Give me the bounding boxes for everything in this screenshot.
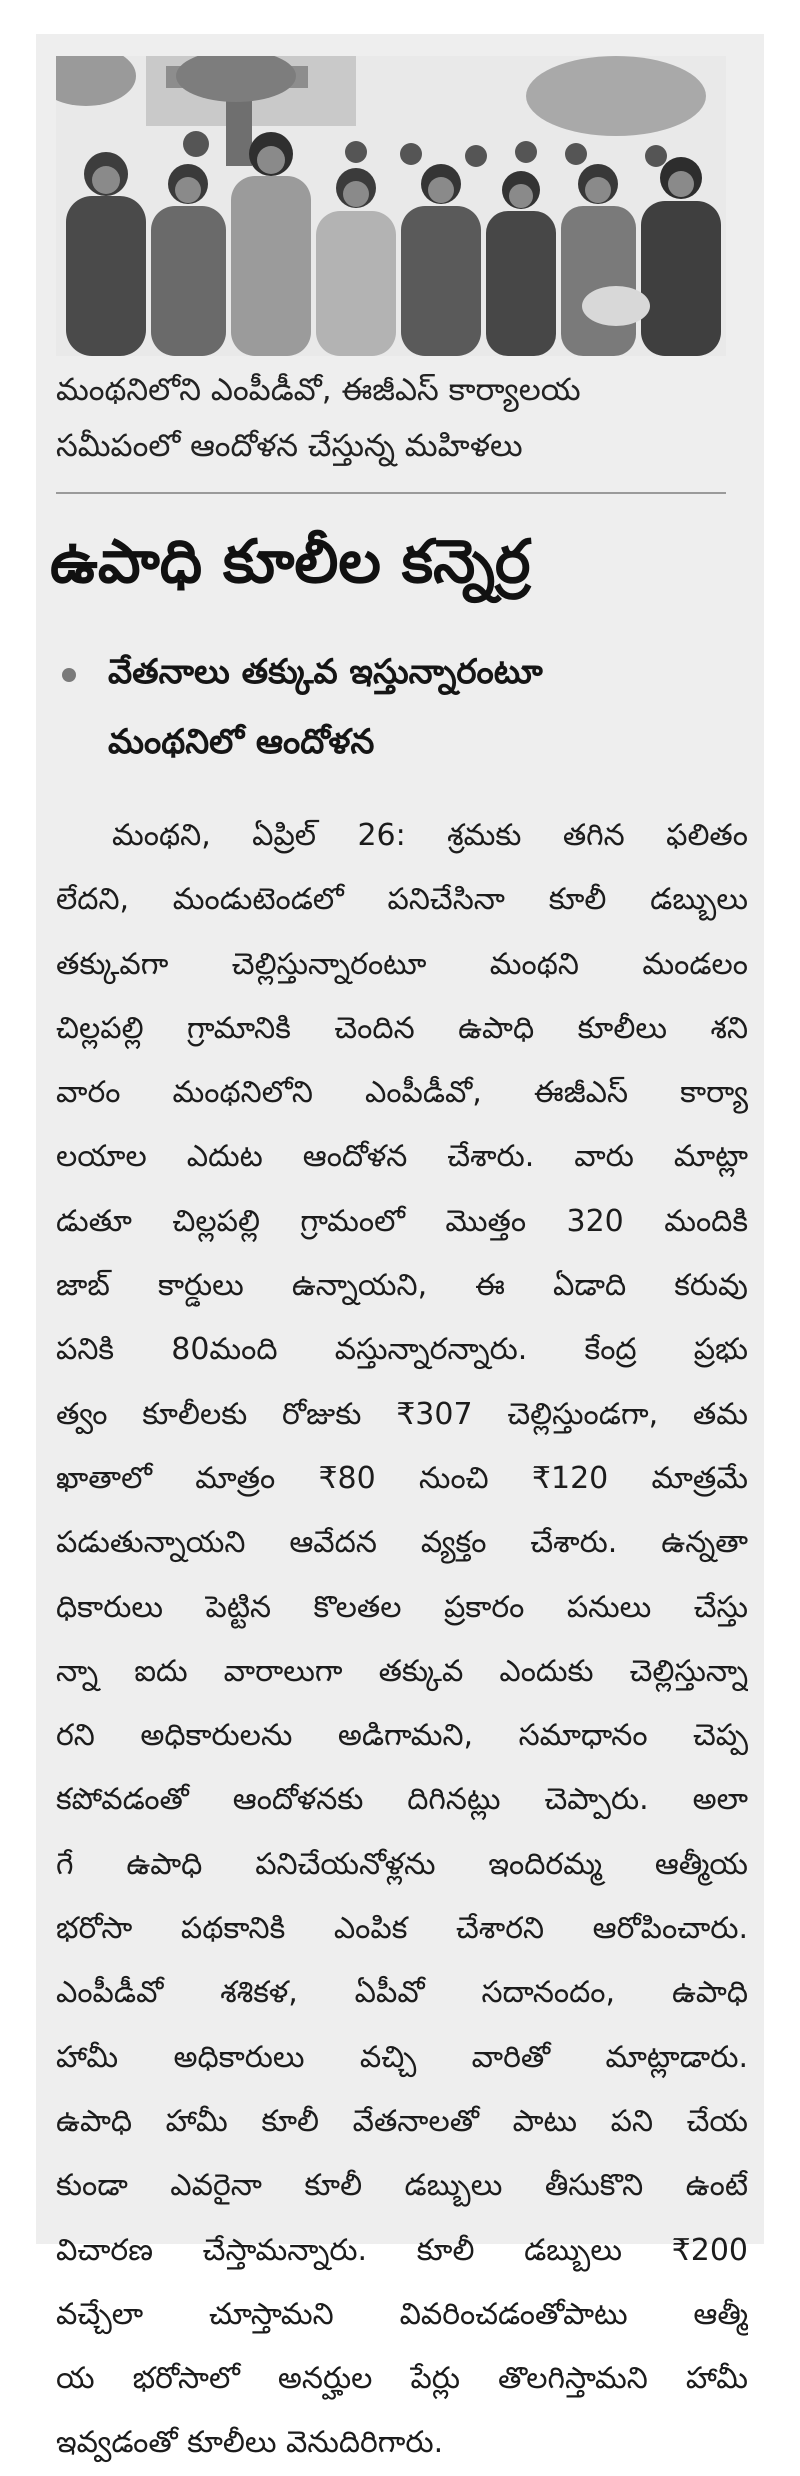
subheadline-line-1: వేతనాలు తక్కువ ఇస్తున్నారంటూ <box>108 652 543 692</box>
body-line: తక్కువగా చెల్లిస్తున్నారంటూ మంథని మండలం <box>56 946 748 982</box>
caption-line-1: మంథనిలోని ఎంపీడీవో, ఈజీఎస్ కార్యాలయ <box>56 372 581 408</box>
caption-line-2: సమీపంలో ఆందోళన చేస్తున్న మహిళలు <box>56 428 523 464</box>
body-line: లేదని, మండుటెండలో పనిచేసినా కూలీ డబ్బులు <box>56 882 748 918</box>
body-line: వచ్చేలా చూస్తామని వివరించడంతోపాటు ఆత్మీ <box>56 2296 748 2332</box>
body-line: ధికారులు పెట్టిన కొలతల ప్రకారం పనులు చేస్తు <box>56 1589 748 1625</box>
body-line: వారం మంథనిలోని ఎంపీడీవో, ఈజీఎస్ కార్యా <box>56 1075 748 1111</box>
body-line: రని అధికారులను అడిగామని, సమాధానం చెప్ప <box>56 1718 748 1754</box>
body-line: భరోసా పథకానికి ఎంపిక చేశారని ఆరోపించారు. <box>56 1911 748 1947</box>
body-line: త్వం కూలీలకు రోజుకు ₹307 చెల్లిస్తుండగా, తమ <box>56 1396 748 1432</box>
body-line: పనికి 80మంది వస్తున్నారన్నారు. కేంద్ర ప్రభు <box>56 1332 748 1368</box>
body-line: ఎంపీడీవో శశికళ, ఏపీవో సదానందం, ఉపాధి <box>56 1975 748 2011</box>
body-line: కుండా ఎవరైనా కూలీ డబ్బులు తీసుకొని ఉంటే <box>56 2168 748 2204</box>
photo-caption <box>56 362 746 474</box>
body-line: ఇవ్వడంతో కూలీలు వెనుదిరిగారు. <box>56 2425 444 2461</box>
body-line: న్నా ఐదు వారాలుగా తక్కువ ఎందుకు చెల్లిస్తున్నా <box>56 1653 748 1689</box>
body-line: హామీ అధికారులు వచ్చి వారితో మాట్లాడారు. <box>56 2039 748 2075</box>
body-line: జాబ్ కార్డులు ఉన్నాయని, ఈ ఏడాది కరువు <box>56 1268 748 1304</box>
article-body <box>56 804 748 2476</box>
body-line: విచారణ చేస్తామన్నారు. కూలీ డబ్బులు ₹200 <box>56 2232 748 2268</box>
news-photo <box>56 56 726 356</box>
body-line: డుతూ చిల్లపల్లి గ్రామంలో మొత్తం 320 మందికి <box>56 1203 748 1239</box>
body-line: లయాల ఎదుట ఆందోళన చేశారు. వారు మాట్లా <box>56 1139 748 1175</box>
body-line: కపోవడంతో ఆందోళనకు దిగినట్లు చెప్పారు. అలా <box>56 1782 748 1818</box>
news-clipping <box>36 34 764 2461</box>
body-line: చిల్లపల్లి గ్రామానికి చెందిన ఉపాధి కూలీలు శని <box>56 1010 748 1046</box>
body-line: గే ఉపాధి పనిచేయనోళ్లను ఇందిరమ్మ ఆత్మీయ <box>56 1846 748 1882</box>
body-line: ఖాతాలో మాత్రం ₹80 నుంచి ₹120 మాత్రమే <box>56 1460 748 1496</box>
subheadline-line-2: మంథనిలో ఆందోళన <box>108 722 375 762</box>
body-line: మంథని, ఏప్రిల్ 26: శ్రమకు తగిన ఫలితం <box>112 818 748 853</box>
body-line: పడుతున్నాయని ఆవేదన వ్యక్తం చేశారు. ఉన్నతా <box>56 1525 748 1561</box>
article-headline: ఉపాధి కూలీల కన్నెర్ర <box>50 527 531 597</box>
photo-of-protesting-women-icon <box>56 56 726 356</box>
caption-divider <box>56 492 726 494</box>
body-line: య భరోసాలో అనర్హుల పేర్లు తొలగిస్తామని హామీ <box>56 2361 748 2397</box>
bullet-icon <box>62 668 76 682</box>
body-line: ఉపాధి హామీ కూలీ వేతనాలతో పాటు పని చేయ <box>56 2103 748 2139</box>
